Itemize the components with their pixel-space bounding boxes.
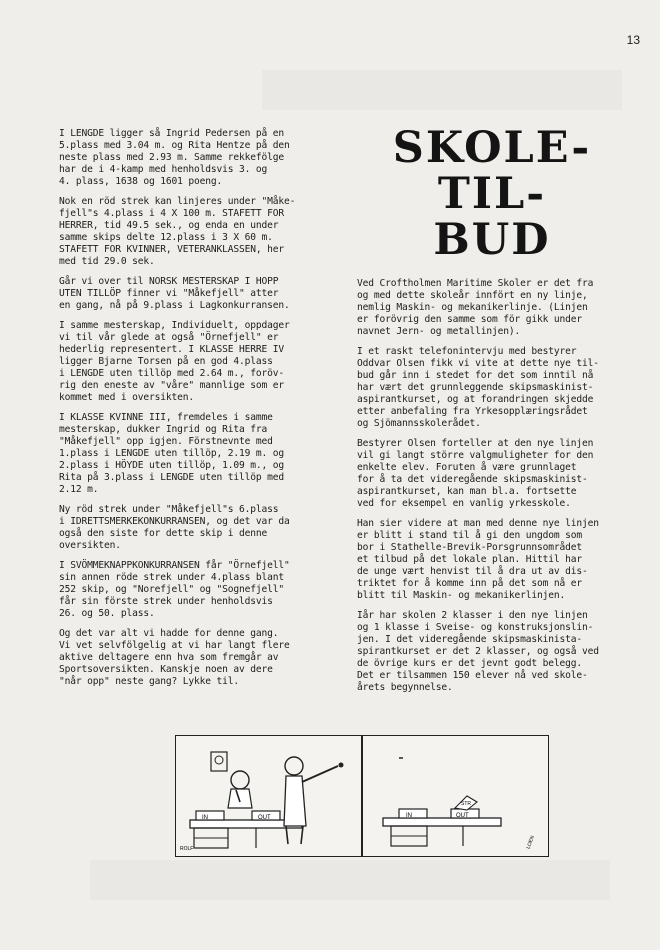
- tray-out-label: OUT: [258, 815, 271, 821]
- paragraph: Og det var alt vi hadde for denne gang. Vi vet selvfölgelig at vi har langt flere aktive deltagere enn hva som fremgår av Sportsoversikten. Kanskje noen av dere "når opp" neste gang? Lykke til.: [59, 628, 290, 687]
- paragraph: Går vi over til NORSK MESTERSKAP I HOPP UTEN TILLÖP finner vi "Måkefjell" atter en gang, nå på 9.plass i Lagkonkurransen.: [59, 276, 290, 311]
- tray-in-label: IN: [202, 815, 208, 821]
- paragraph: Nok en röd strek kan linjeres under "Måke- fjell"s 4.plass i 4 X 100 m. STAFETT FOR HERRER, tid 49.5 sek., og enda en under samme skips delte 12.plass i 3 X 60 m. STAFETT FOR KVINNER, VETERANKLASSEN, her med tid 29.0 sek.: [59, 196, 296, 267]
- paragraph: I SVÖMMEKNAPPKONKURRANSEN får "Örnefjell" sin annen röde strek under 4.plass blant 252 skip, og "Norefjell" og "Sognefjell" får sin förste strek under henholdsvis 26. og 50. plass.: [59, 560, 290, 619]
- page-number: 13: [626, 33, 640, 47]
- paragraph: Bestyrer Olsen forteller at den nye linjen vil gi langt större valgmuligheter for den enkelte elev. Foruten å være grunnlaget for å ta det videregående skipsmaskinist- aspirantkurset, kan man bl.a. fortsette ved for eksempel en vanlig yrkesskole.: [357, 438, 594, 509]
- cartoon-panel-empty-desk: [362, 735, 549, 857]
- paragraph: I samme mesterskap, Individuelt, oppdager vi til vår glede at også "Örnefjell" er hederlig representert. I KLASSE HERRE IV ligger Bjarne Torsen på en god 4.plass i LENGDE uten tillöp med 2.64 m., foröv- rig den eneste av "våre" mannlige som er kommet med i oversikten.: [59, 320, 290, 403]
- paragraph: Ny röd strek under "Måkefjell"s 6.plass i IDRETTSMERKEKONKURRANSEN, og det var da også den siste for dette skip i denne oversikten.: [59, 504, 290, 551]
- headline: [392, 125, 592, 263]
- cartoon-boss-illustration: [176, 736, 361, 856]
- paragraph: Han sier videre at man med denne nye linjen er blitt i stand til å gi den ungdom som bor i Stathelle-Brevik-Porsgrunnsområdet et tilbud på det lokale plan. Hittil har de unge vært henvist til å dra ut av dis- triktet for å komme inn på det som nå er blitt til Maskin- og mekanikerlinjen.: [357, 518, 599, 601]
- tray-in-label: IN: [406, 813, 412, 819]
- tray-out-label: OUT: [456, 813, 469, 819]
- cartoon-signature: ROLF: [180, 846, 194, 852]
- paragraph: Ved Croftholmen Maritime Skoler er det fra og med dette skoleår innfört en ny linje, nemlig Maskin- og mekanikerlinje. (Linjen er forövrig den samme som för gikk under navnet Jern- og metallinjen).: [357, 278, 594, 337]
- paragraph: Iår har skolen 2 klasser i den nye linjen og 1 klasse i Sveise- og konstruksjonslin- jen. I det videregående skipsmaskinista- spirantkurset er det 2 klasser, og også ved de övrige kurs er det jevnt godt belegg. Det er tilsammen 150 elever nå ved skole- årets begynnelse.: [357, 610, 599, 693]
- cartoon-empty-desk-illustration: [363, 736, 548, 856]
- show-through-top: [262, 70, 622, 110]
- show-through-bottom: [90, 860, 610, 900]
- headline-line-2: TIL-: [437, 169, 547, 219]
- cartoon-signature: LOEN: [525, 834, 536, 850]
- paragraph: I KLASSE KVINNE III, fremdeles i samme mesterskap, dukker Ingrid og Rita fra "Måkefjell" opp igjen. Förstnevnte med 1.plass i LENGDE uten tillöp, 2.19 m. og 2.plass i HÖYDE uten tillöp, 1.09 m., og Rita på 3.plass i LENGDE uten tillöp med 2.12 m.: [59, 412, 285, 495]
- paragraph: I LENGDE ligger så Ingrid Pedersen på en 5.plass med 3.04 m. og Rita Hentze på den neste plass med 2.93 m. Samme rekkefölge har de i 4-kamp med henholdsvis 3. og 4. plass, 1638 og 1601 poeng.: [59, 128, 290, 187]
- desk-sign-label: STR: [461, 801, 471, 807]
- cartoon-panel-boss: [175, 735, 362, 857]
- paragraph: I et raskt telefonintervju med bestyrer Oddvar Olsen fikk vi vite at dette nye til- bud går inn i stedet for det som inntil nå har vært det grunnleggende skipsmaskinist- aspirantkurset, og at forandringen skjedde etter anbefaling fra Yrkesopplæringsrådet og Sjömannsskolerådet.: [357, 346, 599, 429]
- sports-article-column: [59, 128, 331, 696]
- school-article-column: [357, 278, 629, 702]
- headline-line-1: SKOLE-: [392, 123, 592, 173]
- headline-line-3: BUD: [433, 215, 551, 265]
